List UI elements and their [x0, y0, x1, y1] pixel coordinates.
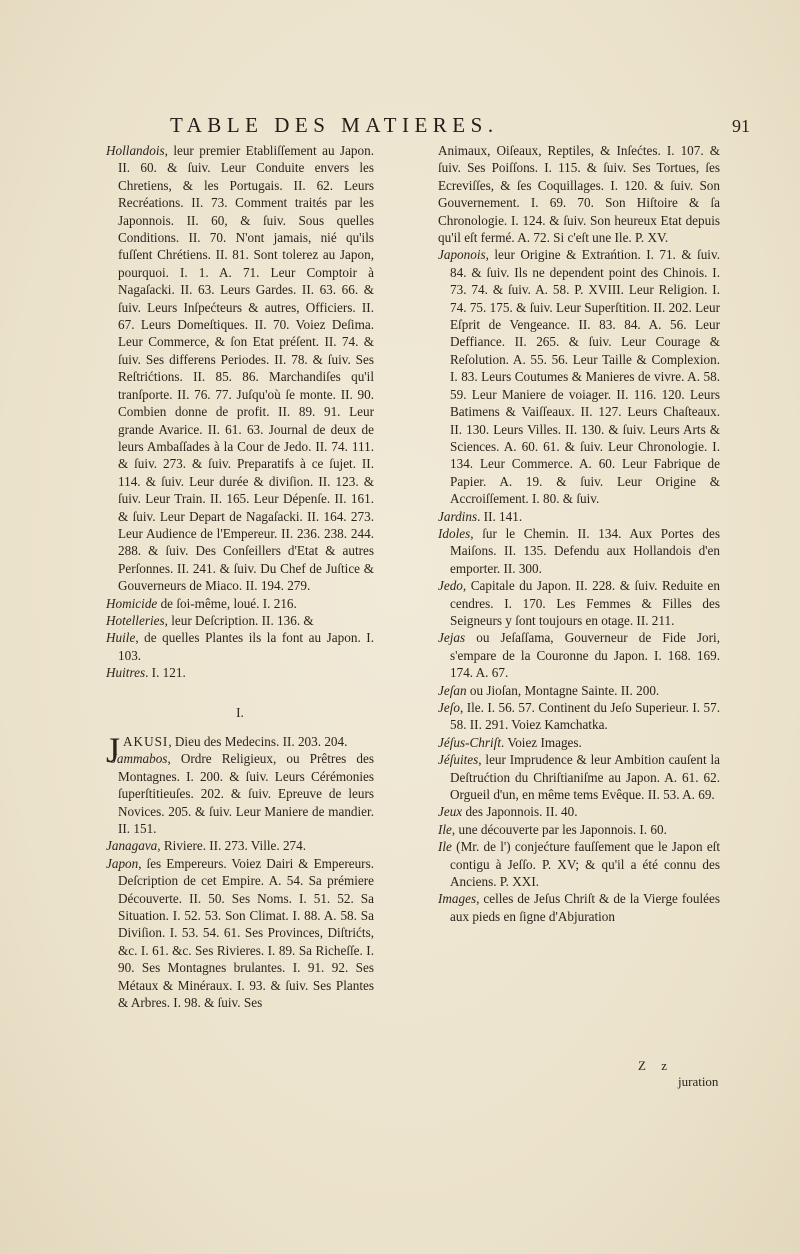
entry-keyword: Jardins	[438, 508, 478, 524]
entry-text: , Capitale du Japon. II. 228. & ſuiv. Reduite en cendres. I. 170. Les Femmes & Filles des Seigneurs y ſont toujours en otage. II. 211.	[450, 578, 720, 628]
index-entry	[438, 838, 720, 890]
index-entry	[438, 577, 720, 629]
index-entry	[438, 508, 720, 525]
entry-keyword: Idoles	[438, 525, 471, 541]
entry-text: des Japonnois. II. 40.	[462, 804, 578, 820]
entry-keyword: Jejas	[438, 630, 466, 646]
index-entry	[438, 525, 720, 577]
entry-text: , une découverte par les Japonnois. I. 60.	[451, 821, 667, 837]
entry-text: de ſoi-même, loué. I. 216.	[157, 595, 297, 611]
section-letter: I.	[236, 704, 244, 720]
entry-keyword: Homicide	[106, 595, 158, 611]
entry-keyword: Japon	[106, 855, 139, 871]
entry-keyword: Hollandois	[106, 143, 165, 158]
index-entry-continuation: Animaux, Oiſeaux, Reptiles, & Inſećtes. I. 107. & ſuiv. Ses Poiſſons. I. 115. & ſuiv. Ses Tortues, ſes Ecreviſſes, & ſes Coquillages. I. 120. & ſuiv. Son Gouvernement. I. 69. 70. Son Hiſtoire & ſa Chronologie. I. 124. & ſuiv. Son heureux Etat depuis qu'il eſt fermé. A. 72. Si c'eſt une Ile. P. XV.	[438, 143, 720, 246]
index-entry	[106, 612, 374, 629]
entry-text: , ſes Empereurs. Voiez Dairi & Empereurs. Deſcription de cet Empire. A. 54. Sa prémiere Découverte. II. 50. Ses Noms. I. 51. 52. Sa Situation. I. 52. 53. Son Climat. I. 88. A. 58. Sa Diviſion. I. 53. 54. 61. Ses Provinces, Diſtrićts, &c. I. 61. &c. Ses Rivieres. I. 89. Sa Richeſſe. I. 90. Ses Montagnes brulantes. I. 91. 92. Ses Métaux & Minéraux. I. 93. & ſuiv. Ses Plantes & Arbres. I. 98. & ſuiv. Ses	[118, 855, 374, 1011]
entry-keyword: Janagava	[106, 838, 158, 854]
entry-keyword: Jedo	[438, 578, 463, 594]
entry-keyword: Jeſo	[438, 700, 460, 715]
entry-text: , leur premier Etabliſſement au Japon. II. 60. & ſuiv. Leur Conduite envers les Chretiens, & les Portugais. II. 62. Leurs Recréations. II. 73. Comment traités par les Japonnois. II. 60, & ſuiv. Sous quelles Conditions. II. 70. N'ont jamais, nié qu'ils fuſſent Chrétiens. II. 81. Sont tolerez au Japon, pourquoi. I. 1. A. 71. Leur Comptoir à Nagaſacki. II. 63. Leurs Gardes. II. 63. 66. & ſuiv. Leurs Inſpećteurs & autres, Officiers. II. 67. Leurs Domeſtiques. II. 70. Voiez Deſima. Leur Commerce, & ſon Etat préſent. II. 74. & ſuiv. Ses differens Periodes. II. 78. & ſuiv. Ses Reſtrićtions. II. 85. 86. Marchandiſes qu'il tranſporte. II. 76. 77. Juſqu'où ſe monte. II. 90. Combien donne de profit. II. 89. 91. Leur grande Avarice. II. 61. 63. Journal de deux de leurs Ambaſſades à la Cour de Jedo. II. 74. 111. & ſuiv. 273. & ſuiv. Preparatifs à ce ſujet. II. 114. & ſuiv. Leur durée & diviſion. II. 123. & ſuiv. Leur Train. II. 165. Leur Dépenſe. II. 161. & ſuiv. Leur Depart de Nagaſacki. II. 164. 273. Leur Audience de l'Empereur. II. 236. 238. 244. 288. & ſuiv. Des Conſeillers d'Etat & autres Perſonnes. II. 241. & ſuiv. Du Chef de Juſtice & Gouverneurs de Miaco. II. 194. 279.	[118, 143, 374, 594]
index-entry	[438, 890, 720, 925]
index-entry	[438, 821, 720, 838]
entry-keyword: Ile	[438, 821, 452, 837]
entry-keyword: Huile	[106, 630, 136, 646]
index-entry	[438, 734, 720, 751]
entry-text: . II. 141.	[477, 508, 523, 524]
catchword: juration	[678, 1074, 719, 1089]
index-entry	[438, 803, 720, 820]
index-entry	[106, 855, 374, 1012]
entry-keyword: Jeux	[438, 804, 463, 820]
index-entry	[106, 595, 374, 612]
page-number: 91	[732, 116, 750, 136]
entry-keyword: Ile	[438, 839, 452, 855]
entry-keyword: Huitres	[106, 665, 146, 681]
entry-text: , de quelles Plantes ils la font au Japon. I. 103.	[118, 630, 374, 663]
index-entry	[438, 246, 720, 507]
entry-keyword: Images	[438, 891, 477, 907]
entry-text: , celles de Jeſus Chriſt & de la Vierge foulées aux pieds en ſigne d'Abjuration	[450, 891, 720, 924]
entry-text: , Ordre Religieux, ou Prêtres des Montagnes. I. 200. & ſuiv. Leurs Cérémonies ſuperſtitieuſes. 202. & ſuiv. Epreuve de leurs Novices. 205. & ſuiv. Leur Maniere de mandier. II. 151.	[118, 751, 374, 837]
entry-text: (Mr. de l') conjećture fauſſement que le Japon eſt contigu à Jeſſo. P. XV; & qu'il a été connu des Anciens. P. XXI.	[450, 839, 720, 890]
entry-keyword: Japonois	[438, 247, 486, 263]
entry-keyword: Jéſuites	[438, 752, 479, 768]
entry-keyword: Jammabos	[111, 751, 168, 767]
right-column	[438, 142, 720, 925]
entry-text: , leur Origine & Extrańtion. I. 71. & ſuiv. 84. & ſuiv. Ils ne dependent point des Chinois. I. 73. 74. & ſuiv. A. 58. P. XVIII. Leur Religion. I. 74. 75. 175. & ſuiv. Leur Superſtition. II. 202. Leur Eſprit de Vengeance. II. 83. 84. A. 56. Leur Deffiance. II. 265. & ſuiv. Leur Courage & Reſolution. A. 55. 56. Leur Taille & Complexion. I. 83. Leurs Coutumes & Manieres de vivre. A. 58. 59. Leur Maniere de voiager. II. 116. 120. Leurs Batimens & Vaiſſeaux. II. 127. Leurs Chaſteaux. II. 130. Leurs Villes. II. 130. & ſuiv. Leurs Arts & Sciences. A. 60. 61. & ſuiv. Leur Chronologie. I. 134. Leur Commerce. A. 60. Leur Fabrique de Papier. A. 19. & ſuiv. Leur Origine & Accroiſſement. I. 80. & ſuiv.	[450, 247, 720, 507]
index-entry	[106, 629, 374, 664]
index-entry	[106, 664, 374, 681]
left-column	[106, 142, 374, 1012]
entry-keyword: AKUSI	[123, 734, 169, 749]
entry-keyword: Jeſan	[438, 682, 467, 698]
entry-text: , Riviere. II. 273. Ville. 274.	[157, 838, 307, 854]
entry-text: . Voiez Images.	[501, 734, 582, 750]
index-entry	[106, 142, 374, 595]
index-entry	[106, 837, 374, 854]
entry-text: ou Jioſan, Montagne Sainte. II. 200.	[466, 682, 660, 698]
entry-text: , leur Imprudence & leur Ambition cauſent la Deſtrućtion du Chriſtianiſme au Japon. A. 61. 62. Orgueil d'un, en même tems Evêque. II. 53. A. 69.	[450, 752, 720, 803]
index-entry	[438, 629, 720, 681]
entry-text: , Dieu des Medecins. II. 203. 204.	[168, 734, 348, 749]
entry-text: , leur Deſcription. II. 136. &	[164, 612, 314, 628]
page-title: TABLE DES MATIERES.	[170, 113, 499, 137]
drop-cap: J	[106, 730, 121, 770]
entry-text: , ſur le Chemin. II. 134. Aux Portes des Maiſons. II. 135. Defendu aux Hollandois d'en emporter. II. 300.	[450, 525, 720, 576]
entry-text: ou Jeſaſſama, Gouverneur de Fide Jori, s'empare de la Couronne du Japon. I. 168. 169. 174. A. 67.	[450, 630, 720, 681]
signature-mark: Z z	[638, 1058, 673, 1073]
entry-keyword: Jéſus-Chriſt	[438, 734, 502, 750]
index-entry	[438, 751, 720, 803]
entry-text: . I. 121.	[145, 665, 186, 681]
entry-text: , Ile. I. 56. 57. Continent du Jeſo Superieur. I. 57. 58. II. 291. Voiez Kamchatka.	[450, 700, 720, 733]
index-entry	[106, 750, 374, 837]
entry-keyword: Hotelleries	[106, 612, 165, 628]
index-entry	[438, 682, 720, 699]
index-entry	[438, 699, 720, 734]
